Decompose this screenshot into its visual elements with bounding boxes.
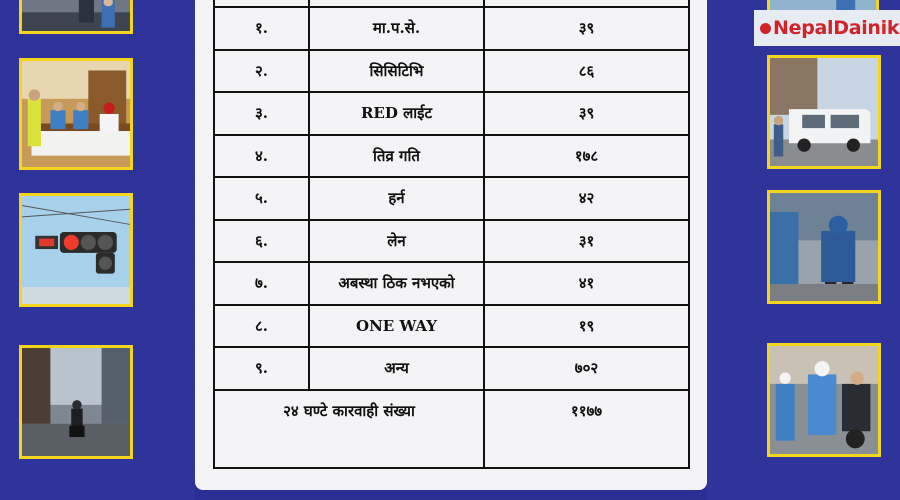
row-category: हर्न — [309, 177, 484, 220]
row-number: ५. — [214, 177, 309, 220]
row-category: अबस्था ठिक नभएको — [309, 262, 484, 305]
row-number: ९. — [214, 347, 309, 390]
row-number: ६. — [214, 220, 309, 263]
photo-police-desk — [19, 58, 133, 170]
table-row — [214, 305, 689, 348]
row-number: १. — [214, 7, 309, 50]
table-row — [214, 347, 689, 390]
photo-van-checkpoint — [767, 55, 881, 169]
nepaldainik-logo — [754, 10, 900, 46]
header-cell — [309, 0, 484, 7]
logo-dot-icon — [760, 23, 771, 34]
row-category: RED लाईट — [309, 92, 484, 135]
row-count: ४१ — [484, 262, 689, 305]
row-count: ८६ — [484, 50, 689, 93]
row-category: अन्य — [309, 347, 484, 390]
row-count: ३१ — [484, 220, 689, 263]
photo-traffic-light — [19, 193, 133, 307]
photo-traffic-officer — [767, 190, 881, 304]
row-number: ४. — [214, 135, 309, 178]
row-category: मा.प.से. — [309, 7, 484, 50]
header-cell — [214, 0, 309, 7]
table-total-row — [214, 390, 689, 468]
row-count: ३९ — [484, 7, 689, 50]
row-number: ३. — [214, 92, 309, 135]
total-value: ११७७ — [484, 390, 689, 468]
row-category: लेन — [309, 220, 484, 263]
table-row — [214, 135, 689, 178]
total-label: २४ घण्टे कारवाही संख्या — [214, 390, 484, 468]
row-number: २. — [214, 50, 309, 93]
table-row — [214, 92, 689, 135]
row-count: १९ — [484, 305, 689, 348]
row-count: १७८ — [484, 135, 689, 178]
row-count: ७०२ — [484, 347, 689, 390]
table-row — [214, 177, 689, 220]
table-row — [214, 7, 689, 50]
report-panel — [195, 0, 707, 490]
photo-officers-checking — [767, 343, 881, 457]
row-category: तिव्र गति — [309, 135, 484, 178]
photo-traffic-police-top-left — [19, 0, 133, 34]
header-cell — [484, 0, 689, 7]
row-count: ४२ — [484, 177, 689, 220]
table-row — [214, 220, 689, 263]
traffic-action-table — [213, 0, 690, 469]
table-header-row — [214, 0, 689, 7]
row-number: ७. — [214, 262, 309, 305]
row-category: सिसिटिभि — [309, 50, 484, 93]
row-count: ३९ — [484, 92, 689, 135]
row-number: ८. — [214, 305, 309, 348]
logo-text: NepalDainik — [773, 17, 900, 39]
photo-street-motorbike — [19, 345, 133, 459]
table-row — [214, 262, 689, 305]
row-category: ONE WAY — [309, 305, 484, 348]
table-row — [214, 50, 689, 93]
